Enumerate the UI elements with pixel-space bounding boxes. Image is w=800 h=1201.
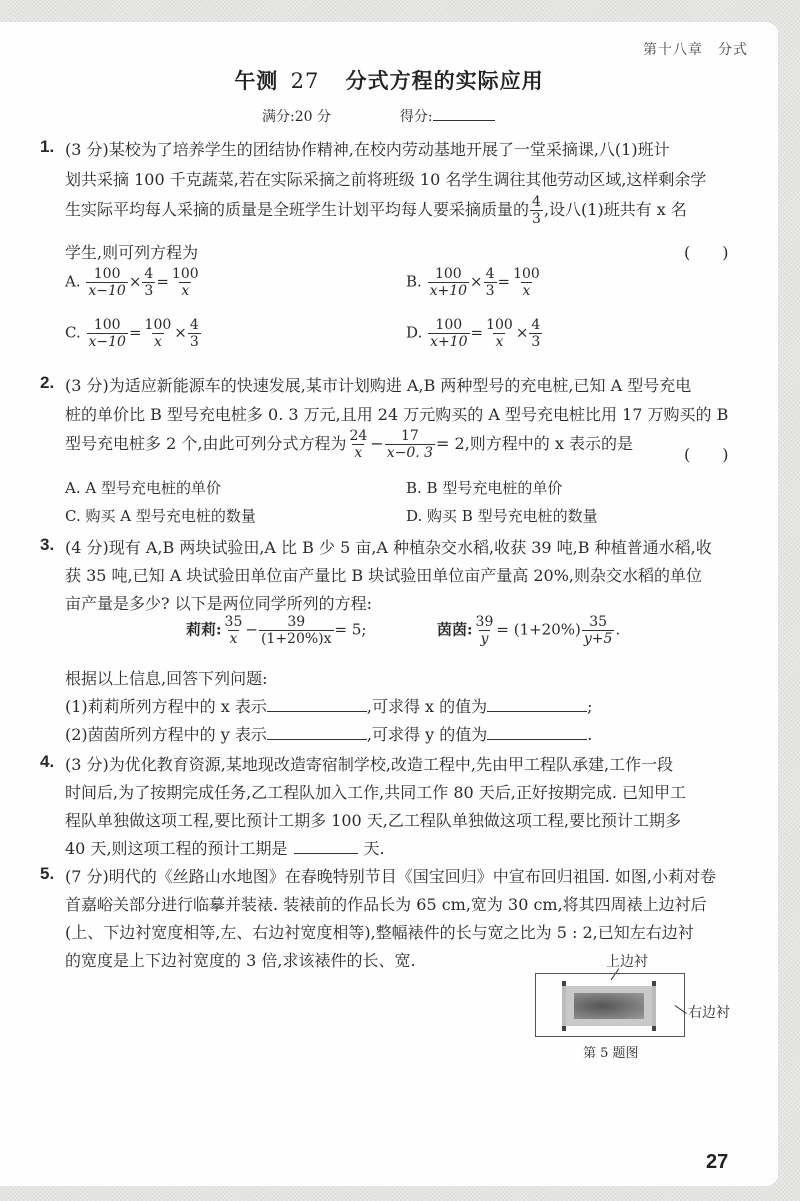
figure-label-top-border: 上边衬	[606, 954, 648, 970]
scroll-rod-left	[562, 981, 566, 1031]
answer-blank[interactable]	[267, 725, 367, 740]
q4-line-1: (3 分)为优化教育资源,某地现改造寄宿制学校,改造工程中,先由甲工程队承建,工作一段	[65, 755, 674, 774]
figure-caption: 第 5 题图	[583, 1046, 639, 1061]
page-number: 27	[706, 1151, 729, 1173]
q2-option-a[interactable]: A. A 型号充电桩的单价	[65, 479, 221, 497]
painting-area	[574, 993, 644, 1019]
q1-option-c[interactable]: C. $\frac{100}{x-10}$ = $\frac{100}{x}$ × $\frac{4}{3}$	[65, 317, 199, 351]
question-number: 3.	[40, 535, 55, 554]
q1-line-1: (3 分)某校为了培养学生的团结协作精神,在校内劳动基地开展了一堂采摘课,八(1)班计	[65, 140, 670, 159]
fraction-17: $\frac{17}{x-0. 3}$	[386, 428, 434, 462]
q4-line-2: 时间后,为了按期完成任务,乙工程队加入工作,共同工作 80 天后,正好按期完成. 已知甲工	[65, 783, 687, 802]
q2-option-b[interactable]: B. B 型号充电桩的单价	[406, 479, 563, 497]
answer-bracket[interactable]: ( )	[684, 445, 729, 464]
score-label: 得分:	[399, 109, 433, 125]
question-number: 1.	[40, 137, 55, 156]
q1-option-b[interactable]: B. $\frac{100}{x+10}$ × $\frac{4}{3}$ = $\frac{100}{x}$	[406, 266, 540, 300]
worksheet-page	[0, 22, 778, 1186]
answer-blank[interactable]	[487, 697, 587, 712]
title-text: 分式方程的实际应用	[345, 68, 544, 93]
q4-line-3: 程队单独做这项工程,要比预计工期多 100 天,乙工程队单独做这项工程,要比预计工期多	[65, 811, 681, 830]
q2-line-3: 型号充电桩多 2 个,由此可列分式方程为 $\frac{24}{x}$ − $\frac{17}{x-0. 3}$ = 2,则方程中的 x 表示的是	[65, 428, 633, 462]
page-title	[0, 65, 778, 95]
mounted-scroll-figure	[535, 973, 685, 1037]
q2-option-d[interactable]: D. 购买 B 型号充电桩的数量	[406, 507, 598, 525]
answer-blank[interactable]	[294, 839, 358, 854]
q5-line-3: (上、下边衬宽度相等,左、右边衬宽度相等),整幅裱件的长与宽之比为 5 : 2,已知左右边衬	[65, 923, 694, 942]
q3-sub-1: (1)莉莉所列方程中的 x 表示 ,可求得 x 的值为 ;	[65, 697, 593, 716]
fraction-4-3: $\frac{4}{3}$	[532, 194, 541, 228]
q3-line-1: (4 分)现有 A,B 两块试验田,A 比 B 少 5 亩,A 种植杂交水稻,收获 39 吨,B 种植普通水稻,收	[65, 538, 712, 557]
question-number: 5.	[40, 864, 55, 883]
question-number: 2.	[40, 373, 55, 392]
scroll-artwork	[564, 986, 654, 1026]
q1-line-2: 划共采摘 100 千克蔬菜,若在实际采摘之前将班级 10 名学生调往其他劳动区域,这样剩余学	[65, 170, 707, 189]
q2-line-1: (3 分)为适应新能源车的快速发展,某市计划购进 A,B 两种型号的充电桩,已知 A 型号充电	[65, 376, 692, 395]
yinyin-equation: 茵茵: $\frac{39}{y}$ = (1+20%) $\frac{35}{y+5}$ .	[437, 614, 621, 648]
q5-line-2: 首嘉峪关部分进行临摹并装裱. 装裱前的作品长为 65 cm,宽为 30 cm,将其四周裱上边衬后	[65, 895, 707, 914]
chapter-header: 第十八章 分式	[643, 42, 748, 58]
full-score: 满分:20 分	[262, 109, 331, 125]
score-blank[interactable]	[433, 108, 495, 121]
figure-label-right-border: 右边衬	[688, 1005, 730, 1021]
q2-line-2: 桩的单价比 B 型号充电桩多 0. 3 万元,且用 24 万元购买的 A 型号充电桩比用 17 万购买的 B	[65, 405, 729, 424]
title-prefix: 午测	[234, 68, 279, 93]
q2-option-c[interactable]: C. 购买 A 型号充电桩的数量	[65, 507, 256, 525]
q3-line-2: 获 35 吨,已知 A 块试验田单位亩产量比 B 块试验田单位亩产量高 20%,则杂交水稻的单位	[65, 566, 703, 585]
q1-line-4: 学生,则可列方程为	[65, 243, 199, 262]
score-line	[262, 106, 495, 126]
question-number: 4.	[40, 752, 55, 771]
answer-blank[interactable]	[487, 725, 587, 740]
q5-line-1: (7 分)明代的《丝路山水地图》在春晚特别节目《国宝回归》中宣布回归祖国. 如图,小莉对卷	[65, 867, 717, 886]
scroll-rod-right	[652, 981, 656, 1031]
lili-equation: 莉莉: $\frac{35}{x}$ − $\frac{39}{(1+20\%)x}$ = 5;	[186, 614, 367, 648]
q1-line-3: 生实际平均每人采摘的质量是全班学生计划平均每人要采摘质量的 $\frac{4}{3}$ ,设八(1)班共有 x 名	[65, 194, 687, 228]
q3-sub-2: (2)茵茵所列方程中的 y 表示 ,可求得 y 的值为 .	[65, 725, 593, 744]
answer-bracket[interactable]: ( )	[684, 243, 729, 262]
title-number: 27	[290, 69, 320, 93]
q3-prompt: 根据以上信息,回答下列问题:	[65, 669, 268, 688]
q1-option-a[interactable]: A. $\frac{100}{x-10}$ × $\frac{4}{3}$ = $\frac{100}{x}$	[65, 266, 199, 300]
q1-option-d[interactable]: D. $\frac{100}{x+10}$ = $\frac{100}{x}$ × $\frac{4}{3}$	[406, 317, 541, 351]
fraction-24-x: $\frac{24}{x}$	[349, 428, 368, 462]
q5-line-4: 的宽度是上下边衬宽度的 3 倍,求该裱件的长、宽.	[65, 951, 416, 970]
q4-line-4: 40 天,则这项工程的预计工期是 天.	[65, 839, 385, 858]
q3-line-3: 亩产量是多少? 以下是两位同学所列的方程:	[65, 594, 373, 613]
answer-blank[interactable]	[267, 697, 367, 712]
